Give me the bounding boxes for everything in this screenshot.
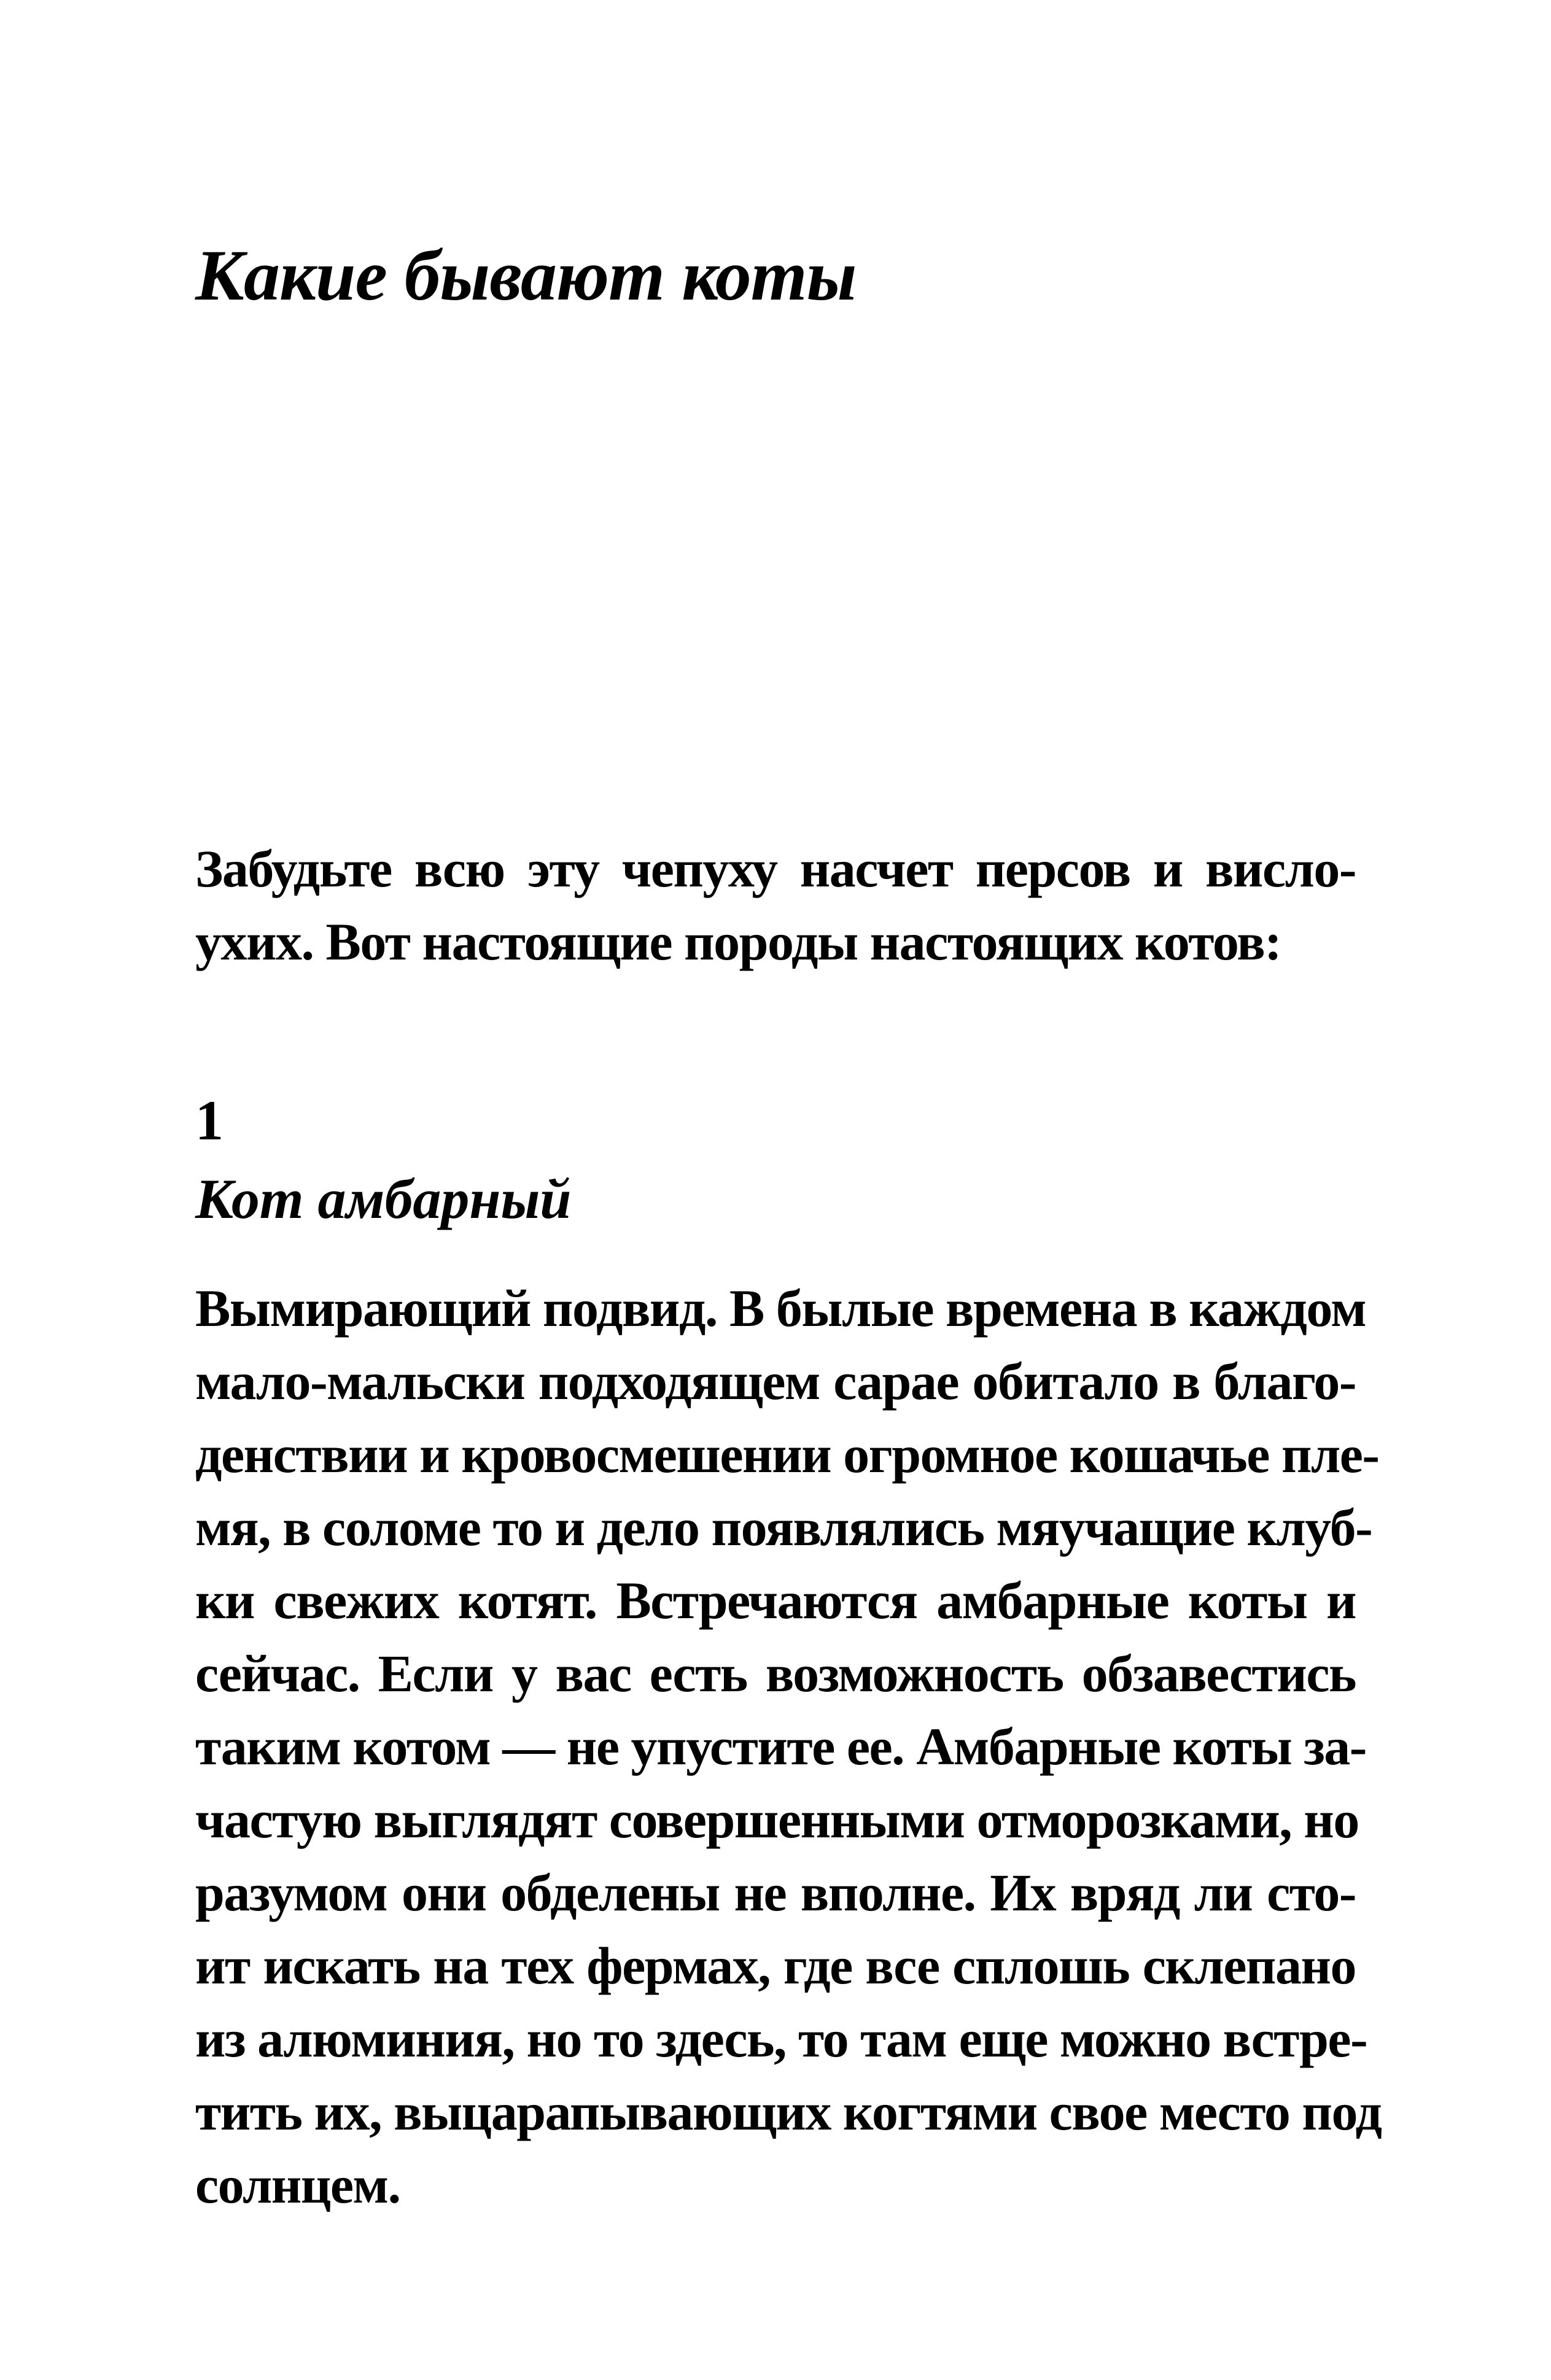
paragraph-line: таким котом — не упустите ее. Амбарные коты за-: [195, 1717, 1366, 1776]
paragraph-line: тить их, выцарапывающих когтями свое место под: [195, 2082, 1382, 2141]
paragraph-line: денствии и кровосмешении огромное кошачье пле-: [195, 1425, 1379, 1484]
paragraph-line: ки свежих котят. Встречаются амбарные коты и: [195, 1571, 1356, 1630]
paragraph-line: солнцем.: [195, 2155, 400, 2214]
paragraph-line: Вымирающий подвид. В былые времена в каждом: [195, 1279, 1366, 1338]
paragraph-line: ит искать на тех фермах, где все сплошь склепано: [195, 1936, 1356, 1995]
paragraph-line: сейчас. Если у вас есть возможность обзавестись: [195, 1644, 1356, 1703]
section-title: Кот амбарный: [195, 1168, 572, 1230]
paragraph-line: мало-мальски подходящем сарае обитало в благо-: [195, 1352, 1356, 1411]
paragraph-line: мя, в соломе то и дело появлялись мяучащие клуб-: [195, 1498, 1372, 1557]
paragraph-line: частую выглядят совершенными отморозками, но: [195, 1790, 1359, 1849]
intro-paragraph: [195, 832, 1356, 979]
section-number: 1: [195, 1089, 224, 1152]
paragraph-line: разумом они обделены не вполне. Их вряд ли сто-: [195, 1863, 1356, 1922]
intro-line: ухих. Вот настоящие породы настоящих котов:: [195, 912, 1281, 971]
chapter-title: Какие бывают коты: [195, 235, 857, 316]
section-paragraph: [195, 1272, 1382, 2222]
intro-line: Забудьте всю эту чепуху насчет персов и висло-: [195, 839, 1356, 898]
paragraph-line: из алюминия, но то здесь, то там еще можно встре-: [195, 2009, 1367, 2068]
